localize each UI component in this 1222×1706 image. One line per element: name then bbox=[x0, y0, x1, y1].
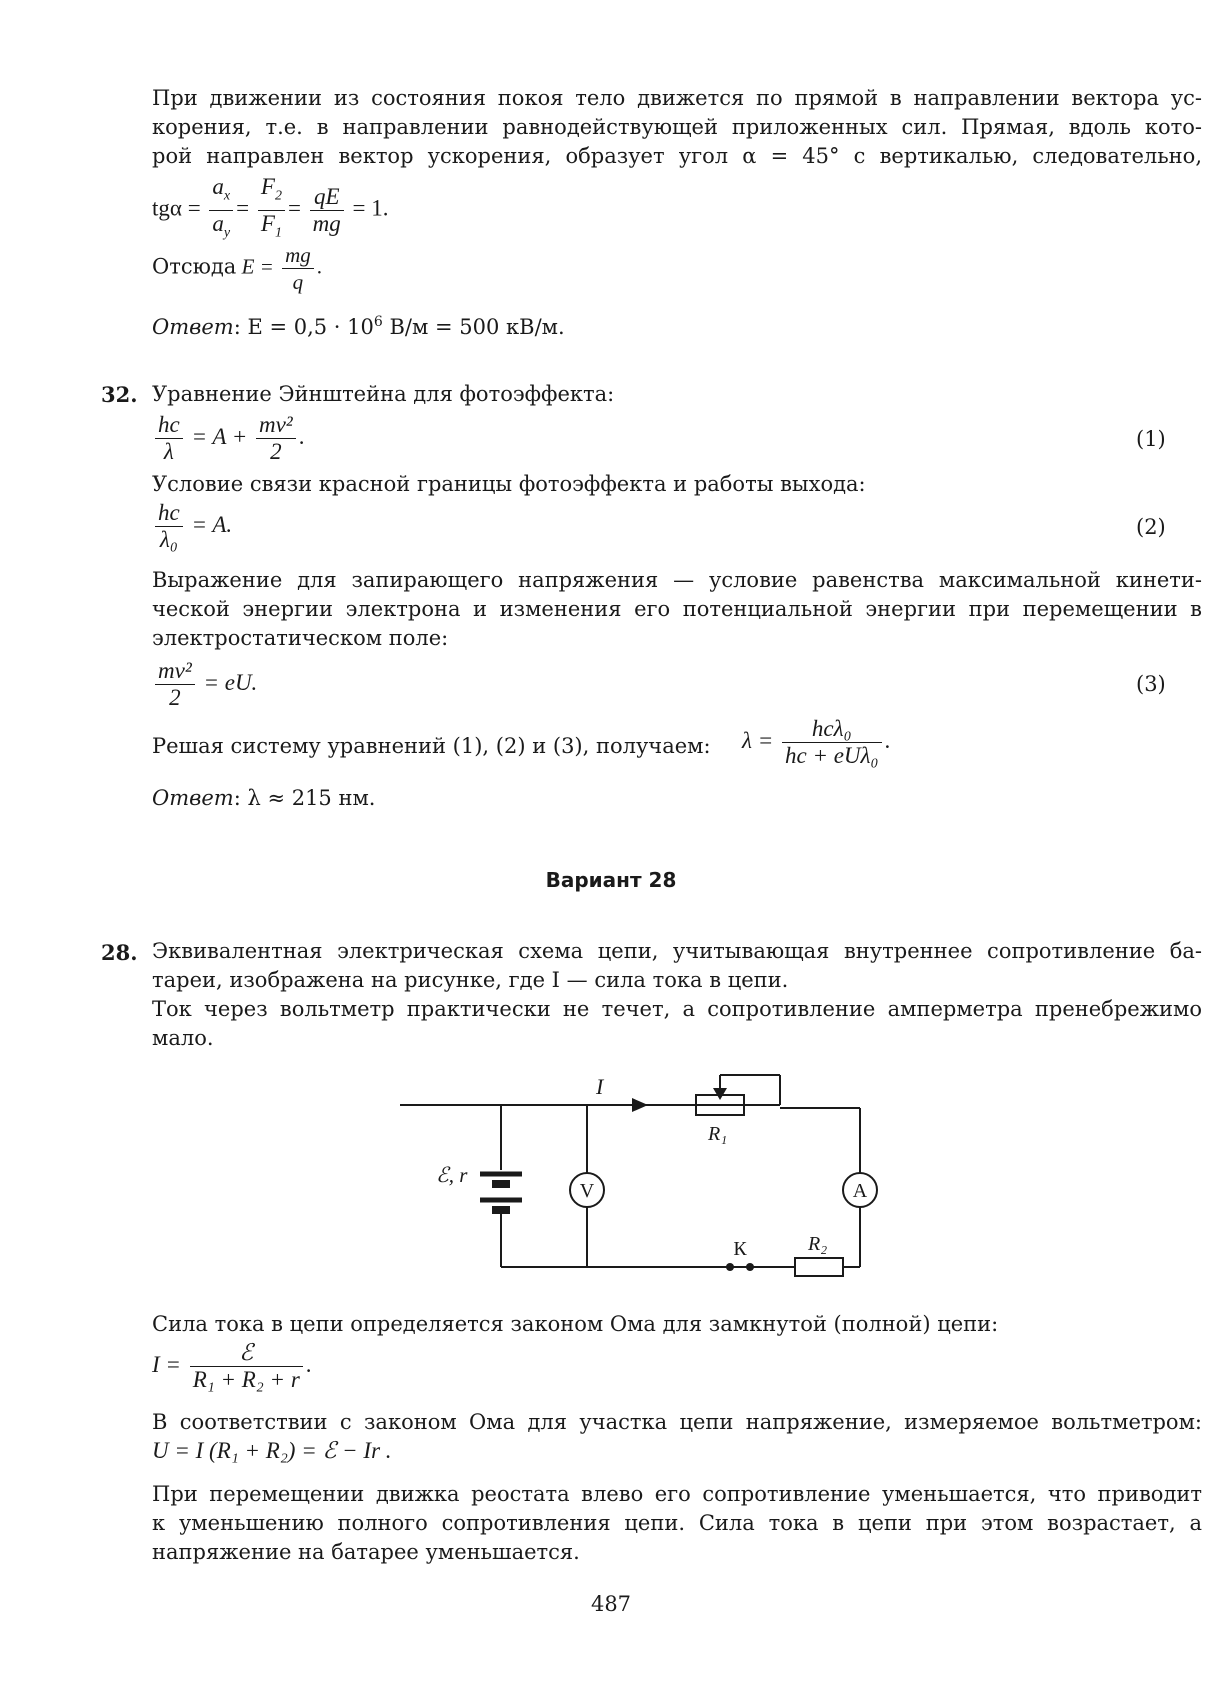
answer-32: Ответ: λ ≈ 215 нм. bbox=[152, 786, 376, 810]
r2-label: R₂ bbox=[808, 1233, 828, 1255]
equation-number-1: (1) bbox=[1136, 427, 1166, 451]
question-number-32: 32. bbox=[101, 382, 138, 407]
emf-label: ℰ, r bbox=[436, 1163, 468, 1187]
voltage-equation: U = I (R₁ + R₂) = ℰ − Ir . bbox=[152, 1438, 392, 1463]
tan-equation: tgα = $\frac{a_x}{a_y}$ = $\frac{F_2}{F_1}$ = $\frac{qE}{mg}$ = 1. bbox=[152, 174, 389, 246]
switch-contact-icon bbox=[726, 1263, 734, 1271]
intro-paragraph bbox=[152, 84, 1202, 171]
question-number-28: 28. bbox=[101, 940, 138, 965]
ohm-law-equation: I = $\frac{\text{ℰ}}{\text{R₁ + R₂ + r}}$ . bbox=[152, 1340, 312, 1392]
fraction-ax-ay: $\frac{a_x}{a_y}$ bbox=[209, 174, 233, 246]
final-paragraph: При перемещении движка реостата влево его сопротивление уменьшается, что приводит к уменьшению полного сопротивления цепи. Сила тока в цепи при этом возрастает, а напряжение на батарее уменьшается. bbox=[152, 1482, 1202, 1564]
lambda-solution: λ = $\frac{\text{hcλ₀}}{\text{hc + eUλ₀}}$ . bbox=[742, 716, 891, 768]
equation-number-2: (2) bbox=[1136, 515, 1166, 539]
voltmeter-label: V bbox=[579, 1180, 595, 1202]
equation-number-3: (3) bbox=[1136, 672, 1166, 696]
e-equation: Отсюда E = $\frac{mg}{q}$ . bbox=[152, 243, 322, 294]
intro-line: рой направлен вектор ускорения, образует угол α = 45° с вертикалью, следовательно, bbox=[152, 144, 1202, 168]
intro-line: корения, т.е. в направлении равнодействующей приложенных сил. Прямая, вдоль кото- bbox=[152, 115, 1202, 139]
r1-label: R₁ bbox=[708, 1123, 728, 1145]
key-label: К bbox=[733, 1238, 747, 1260]
q32-paragraph: Выражение для запирающего напряжения — условие равенства максимальной кинети- ческой энергии электрона и изменения его потенциальной энергии при перемещении в электростатическом поле: bbox=[152, 568, 1202, 650]
equation-2: $\frac{hc}{\text{λ₀}}$ = A. bbox=[152, 500, 232, 553]
answer-31: Ответ: $E = 0,5 \cdot 10^6$ В/м = 500 кВ/м. bbox=[152, 314, 565, 339]
q32-line1: Уравнение Эйнштейна для фотоэффекта: bbox=[152, 382, 615, 406]
fraction-f2-f1: $\frac{F_2}{F_1}$ bbox=[258, 174, 285, 246]
fraction-qe-mg: $\frac{qE}{mg}$ bbox=[310, 184, 344, 237]
q28-paragraph1: Эквивалентная электрическая схема цепи, учитывающая внутреннее сопротивление ба- тареи, изображена на рисунке, где I — сила тока в цепи. bbox=[152, 939, 1202, 992]
fraction-mg-q: $\frac{mg}{q}$ bbox=[282, 242, 314, 295]
circuit-diagram bbox=[400, 1060, 900, 1280]
current-arrow-icon bbox=[632, 1098, 648, 1112]
variant-heading: Вариант 28 bbox=[545, 868, 677, 892]
ammeter-label: A bbox=[852, 1180, 868, 1202]
resistor-r2 bbox=[795, 1258, 843, 1276]
page-number: 487 bbox=[590, 1592, 632, 1616]
solve-line: Решая систему уравнений (1), (2) и (3), получаем: bbox=[152, 734, 711, 758]
q32-line2: Условие связи красной границы фотоэффекта и работы выхода: bbox=[152, 472, 866, 496]
voltage-line: В соответствии с законом Ома для участка цепи напряжение, измеряемое вольтметром: bbox=[152, 1410, 1202, 1434]
equation-1: $\frac{hc}{\lambda}$ = A + $\frac{\text{mv²}}{2}$ . bbox=[152, 412, 304, 465]
q28-paragraph2: Ток через вольтметр практически не течет, а сопротивление амперметра пренебрежимо мало. bbox=[152, 997, 1202, 1050]
ohm-law-line: Сила тока в цепи определяется законом Ома для замкнутой (полной) цепи: bbox=[152, 1312, 999, 1336]
switch-contact-icon bbox=[746, 1263, 754, 1271]
current-label: I bbox=[596, 1074, 604, 1099]
intro-line: При движении из состояния покоя тело движется по прямой в направлении вектора ус- bbox=[152, 86, 1202, 110]
equation-3: $\frac{\text{mv²}}{2}$ = eU. bbox=[152, 658, 257, 711]
